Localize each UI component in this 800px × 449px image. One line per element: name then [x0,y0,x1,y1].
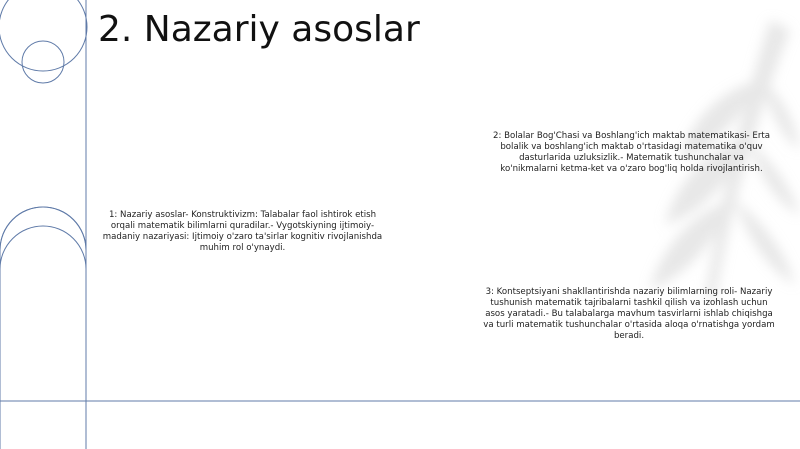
slide-title: 2. Nazariy asoslar [98,9,420,50]
text-block-3: 3: Kontseptsiyani shakllantirishda nazariy bilimlarning roli- Nazariy tushunish matematik tajribalarni tashkil qilish va izohlash uchun asos yaratadi.- Bu talabalarga mavhum tasvirlarni ishlab chiqishga va turli matematik tushunchalar o'rtasida aloqa o'rnatishga yordam beradi. [483,287,775,341]
text-block-2: 2: Bolalar Bog'Chasi va Boshlang'ich maktab matematikasi- Erta bolalik va boshlang'ich maktab o'rtasidagi matematika o'quv dasturlarida uzluksizlik.- Matematik tushunchalar va ko'nikmalarni ketma-ket va o'zaro bog'liq holda rivojlantirish. [493,131,770,174]
text-block-1: 1: Nazariy asoslar- Konstruktivizm: Talabalar faol ishtirok etish orqali matematik bilimlarni quradilar.- Vygotskiyning ijtimoiy-madaniy nazariyasi: Ijtimoiy o'zaro ta'sirlar kognitiv rivojlanishda muhim rol o'ynaydi. [102,210,383,253]
